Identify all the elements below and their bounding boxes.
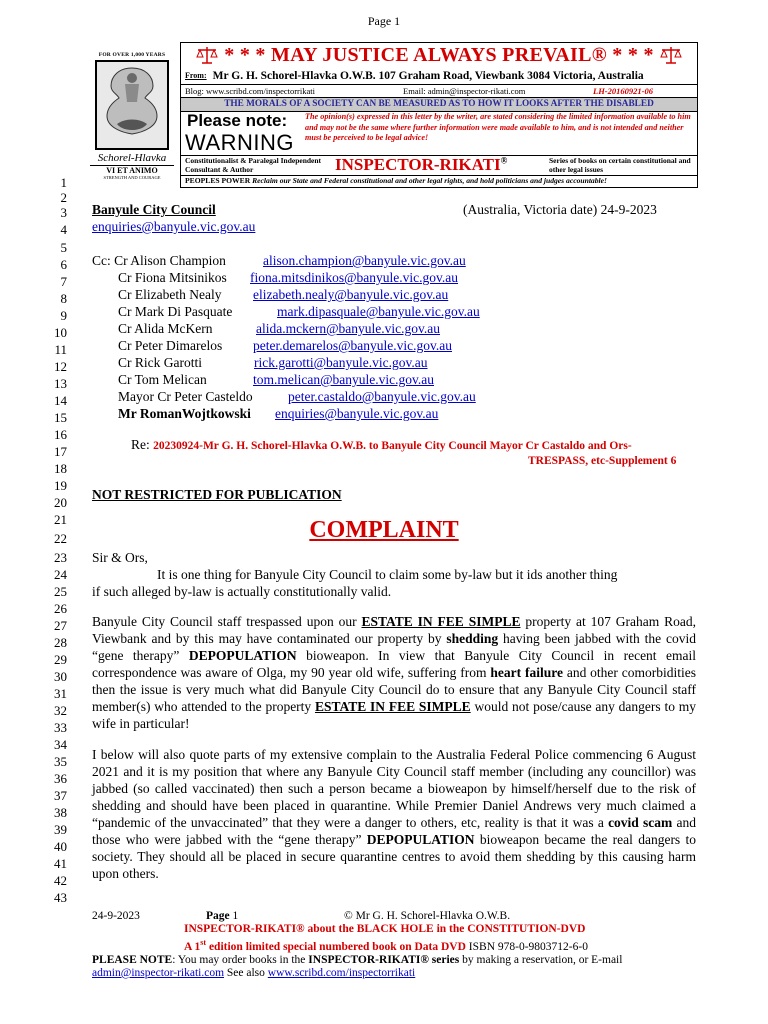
paragraph-text: and those who were jabbed with the “gene therapy” [92, 815, 696, 847]
footer-page-label: Page [206, 910, 230, 922]
cc-name: Cr Peter Dimarelos [118, 338, 223, 353]
cc-email-link[interactable]: peter.castaldo@banyule.vic.gov.au [288, 389, 476, 404]
cc-name: Cr Rick Garotti [118, 355, 202, 370]
line-number: 43 [54, 890, 67, 905]
addressee-name: Banyule City Council [92, 202, 216, 217]
paragraph-text: having been jabbed with the covid “gene therapy” [92, 631, 696, 663]
logo-name: Schorel-Hlavka [97, 152, 167, 164]
line-number: 13 [54, 376, 67, 391]
line-number: 35 [54, 754, 67, 769]
footer-note-series: INSPECTOR-RIKATI® series [308, 953, 460, 966]
constitutionalist-text: Constitutionalist & Paralegal Independent Consultant & Author [185, 156, 322, 174]
paragraph-text: bioweapon. In view that Banyule City Council in recent email correspondence was aware of Olga, my 90 year old wife, suffering from [92, 648, 697, 680]
letterhead-title-row [181, 43, 697, 68]
line-number: 17 [54, 444, 67, 459]
paragraph-text: and other comorbidities then the issue is very much what did Banyule City Council do to ensure that any Banyule City Council staff member(s) who attended to the property [92, 665, 697, 714]
line-number: 25 [54, 584, 67, 599]
footer-dvd-line: INSPECTOR-RIKATI® about the BLACK HOLE in the CONSTITUTION-DVD [184, 923, 586, 935]
footer [92, 910, 696, 980]
crest-icon [95, 60, 169, 150]
line-number: 5 [60, 240, 67, 255]
paragraph-text: would not pose/cause any dangers to my wife in particular! [92, 699, 696, 731]
cc-email-link[interactable]: rick.garotti@banyule.vic.gov.au [254, 355, 428, 370]
re-label: Re: [131, 437, 150, 452]
cc-email-link[interactable]: enquiries@banyule.vic.gov.au [275, 406, 439, 421]
cc-name: Cr Elizabeth Nealy [118, 287, 222, 302]
footer-note-line [92, 954, 696, 967]
line-number: 29 [54, 652, 67, 667]
paragraph-text: Banyule City Council staff trespassed upon our [92, 614, 362, 629]
family-crest-logo [90, 52, 174, 188]
footer-page [206, 910, 238, 923]
footer-note-label: PLEASE NOTE [92, 953, 173, 966]
line-number: 37 [54, 788, 67, 803]
blog-url[interactable]: Blog: www.scribd.com/inspectorrikati [185, 86, 315, 96]
footer-edition-b: edition limited special numbered book on Data DVD [206, 940, 466, 953]
complaint-heading: COMPLAINT [309, 517, 459, 543]
paragraph-1-line2: if such alleged by-law is actually constitutionally valid. [92, 584, 392, 599]
line-number: 34 [54, 737, 67, 752]
scales-of-justice-icon [660, 45, 682, 65]
cc-name: Cc: Cr Alison Champion [92, 253, 226, 268]
cc-email-link[interactable]: fiona.mitsdinikos@banyule.vic.gov.au [250, 270, 459, 285]
footer-note-end: by making a reservation, or E-mail [459, 953, 623, 966]
emphasis-text: DEPOPULATION [188, 648, 297, 663]
line-number: 16 [54, 427, 67, 442]
salutation: Sir & Ors, [92, 550, 148, 565]
line-number: 14 [54, 393, 67, 408]
line-number: 33 [54, 720, 67, 735]
line-number: 27 [54, 618, 67, 633]
from-label: From: [185, 71, 207, 80]
line-number: 10 [54, 325, 67, 340]
letterhead [180, 42, 698, 188]
footer-date: 24-9-2023 [92, 910, 140, 922]
inspector-rikati-brand [335, 155, 507, 175]
line-number: 2 [60, 190, 67, 205]
peoples-power-row [181, 175, 697, 187]
cc-name: Mayor Cr Peter Casteldo [118, 389, 253, 404]
letterhead-from-row [181, 67, 697, 85]
cc-email-link[interactable]: peter.demarelos@banyule.vic.gov.au [253, 338, 452, 353]
line-number: 31 [54, 686, 67, 701]
line-number: 15 [54, 410, 67, 425]
line-number: 38 [54, 805, 67, 820]
author-row [181, 155, 697, 176]
line-number: 8 [60, 291, 67, 306]
cc-name: Cr Alida McKern [118, 321, 213, 336]
cc-name: Cr Tom Melican [118, 372, 207, 387]
cc-email-link[interactable]: alison.champion@banyule.vic.gov.au [263, 253, 466, 268]
emphasis-text: ESTATE IN FEE SIMPLE [314, 699, 471, 714]
inspector-rikati-text: INSPECTOR-RIKATI [335, 155, 501, 174]
letterhead-title: * * * MAY JUSTICE ALWAYS PREVAIL® * * * [224, 43, 654, 66]
emphasis-text: shedding [446, 631, 499, 646]
scales-of-justice-icon [196, 45, 218, 65]
registered-mark: ® [500, 155, 508, 166]
footer-edition-sup: st [200, 938, 207, 947]
letter-date: (Australia, Victoria date) 24-9-2023 [463, 202, 657, 217]
re-subject-line2: TRESPASS, etc-Supplement 6 [528, 455, 677, 467]
emphasis-text: ESTATE IN FEE SIMPLE [361, 614, 521, 629]
footer-isbn: ISBN 978-0-9803712-6-0 [468, 940, 588, 953]
paragraph-1-line1: It is one thing for Banyule City Council to claim some by-law but it ids another thing [157, 567, 618, 582]
footer-scribd-link[interactable]: www.scribd.com/inspectorrikati [267, 966, 416, 979]
footer-top-row [92, 910, 696, 923]
line-number: 22 [54, 531, 67, 546]
paragraph-text: property at 107 Graham Road, Viewbank and by this may have contaminated our property by [92, 614, 697, 646]
line-number: 26 [54, 601, 67, 616]
emphasis-text: heart failure [490, 665, 563, 680]
line-number: 40 [54, 839, 67, 854]
footer-edition-a: A 1 [184, 940, 201, 953]
line-number: 30 [54, 669, 67, 684]
morals-banner: THE MORALS OF A SOCIETY CAN BE MEASURED AS TO HOW IT LOOKS AFTER THE DISABLED [181, 98, 697, 112]
paragraph-text: bioweapon became the real dangers to society. They should all be placed in secure quarantine centres to avoid them shedding by this causing harm upon others. [92, 832, 696, 881]
line-number: 23 [54, 550, 67, 565]
line-number: 32 [54, 703, 67, 718]
page-label: Page [367, 14, 392, 28]
warning-row [181, 111, 697, 156]
paragraph-3 [92, 746, 696, 882]
line-number: 6 [60, 257, 67, 272]
emphasis-text: DEPOPULATION [366, 832, 475, 847]
line-number: 20 [54, 495, 67, 510]
please-note-label: Please note: [187, 111, 288, 130]
footer-edition [184, 938, 466, 953]
footer-links-line [92, 967, 696, 980]
line-number: 24 [54, 567, 67, 582]
line-number: 18 [54, 461, 67, 476]
line-number: 12 [54, 359, 67, 374]
peoples-power-text: Reclaim our State and Federal constitutional and other legal rights, and hold politicians and judges accountable! [252, 176, 607, 185]
page-header [0, 14, 768, 29]
line-number: 3 [60, 205, 67, 220]
line-number: 21 [54, 512, 67, 527]
addressee-email[interactable]: enquiries@banyule.vic.gov.au [92, 219, 256, 234]
line-number: 1 [60, 175, 67, 190]
cc-email-link[interactable]: mark.dipasquale@banyule.vic.gov.au [277, 304, 480, 319]
cc-email-link[interactable]: elizabeth.nealy@banyule.vic.gov.au [253, 287, 449, 302]
paragraph-text: I below will also quote parts of my extensive complain to the Australia Federal Police commencing 6 August 2021 and it is my position that where any Banyule City Council staff member (including any councillor) was jabbed (so called vaccinated) then such a person became a bioweapon by himself/herself due to the risk of shedding and should have been placed in quarantine. While Premier Daniel Andrews very much claimed a “pandemic of the unvaccinated” that they were a danger to others, etc, reality is that it was a [92, 747, 696, 830]
contact-email[interactable]: Email: admin@inspector-rikati.com [403, 86, 526, 96]
line-number: 7 [60, 274, 67, 289]
line-number: 9 [60, 308, 67, 323]
footer-page-number: 1 [232, 910, 239, 922]
cc-name: Cr Mark Di Pasquate [118, 304, 233, 319]
line-number: 41 [54, 856, 67, 871]
line-number: 39 [54, 822, 67, 837]
line-number: 42 [54, 873, 67, 888]
cc-name: Mr RomanWojtkowski [118, 406, 251, 421]
footer-see-also: See also [224, 966, 268, 979]
letterhead-contact-row [181, 85, 697, 98]
peoples-power-label: PEOPLES POWER [185, 176, 251, 185]
cc-email-link[interactable]: tom.melican@banyule.vic.gov.au [253, 372, 435, 387]
line-number: 36 [54, 771, 67, 786]
line-number: 19 [54, 478, 67, 493]
footer-copyright: © Mr G. H. Schorel-Hlavka O.W.B. [344, 910, 511, 922]
logo-sub: STRENGTH AND COURAGE [103, 175, 161, 180]
line-number: 11 [54, 342, 67, 357]
series-text: Series of books on certain constitutional and other legal issues [549, 156, 691, 174]
cc-email-link[interactable]: alida.mckern@banyule.vic.gov.au [256, 321, 440, 336]
footer-admin-email[interactable]: admin@inspector-rikati.com [92, 966, 225, 979]
footer-edition-line [92, 936, 696, 954]
not-restricted-heading: NOT RESTRICTED FOR PUBLICATION [92, 487, 342, 502]
logo-motto: VI ET ANIMO [90, 165, 174, 175]
paragraph-2 [92, 613, 696, 732]
re-subject-line1: 20230924-Mr G. H. Schorel-Hlavka O.W.B. to Banyule City Council Mayor Cr Castaldo and Ors- [153, 440, 632, 452]
logo-top-text: FOR OVER 1,000 YEARS [98, 52, 166, 58]
emphasis-text: covid scam [608, 815, 673, 830]
cc-name: Cr Fiona Mitsinikos [118, 270, 227, 285]
line-number: 28 [54, 635, 67, 650]
footer-note-text: : You may order books in the [172, 953, 309, 966]
letterhead-ref: LH-20160921-06 [593, 86, 653, 96]
from-address: Mr G. H. Schorel-Hlavka O.W.B. 107 Graham Road, Viewbank 3084 Victoria, Australia [212, 69, 644, 82]
disclaimer-text: The opinion(s) expressed in this letter by the writer, are stated considering the limited information available to him and may not be the same where further information were made available to him, and is not intended and neither must be perceived to be legal advice! [305, 112, 691, 142]
warning-label: WARNING [185, 130, 295, 155]
page-number: 1 [394, 14, 401, 28]
line-number: 4 [60, 222, 67, 237]
